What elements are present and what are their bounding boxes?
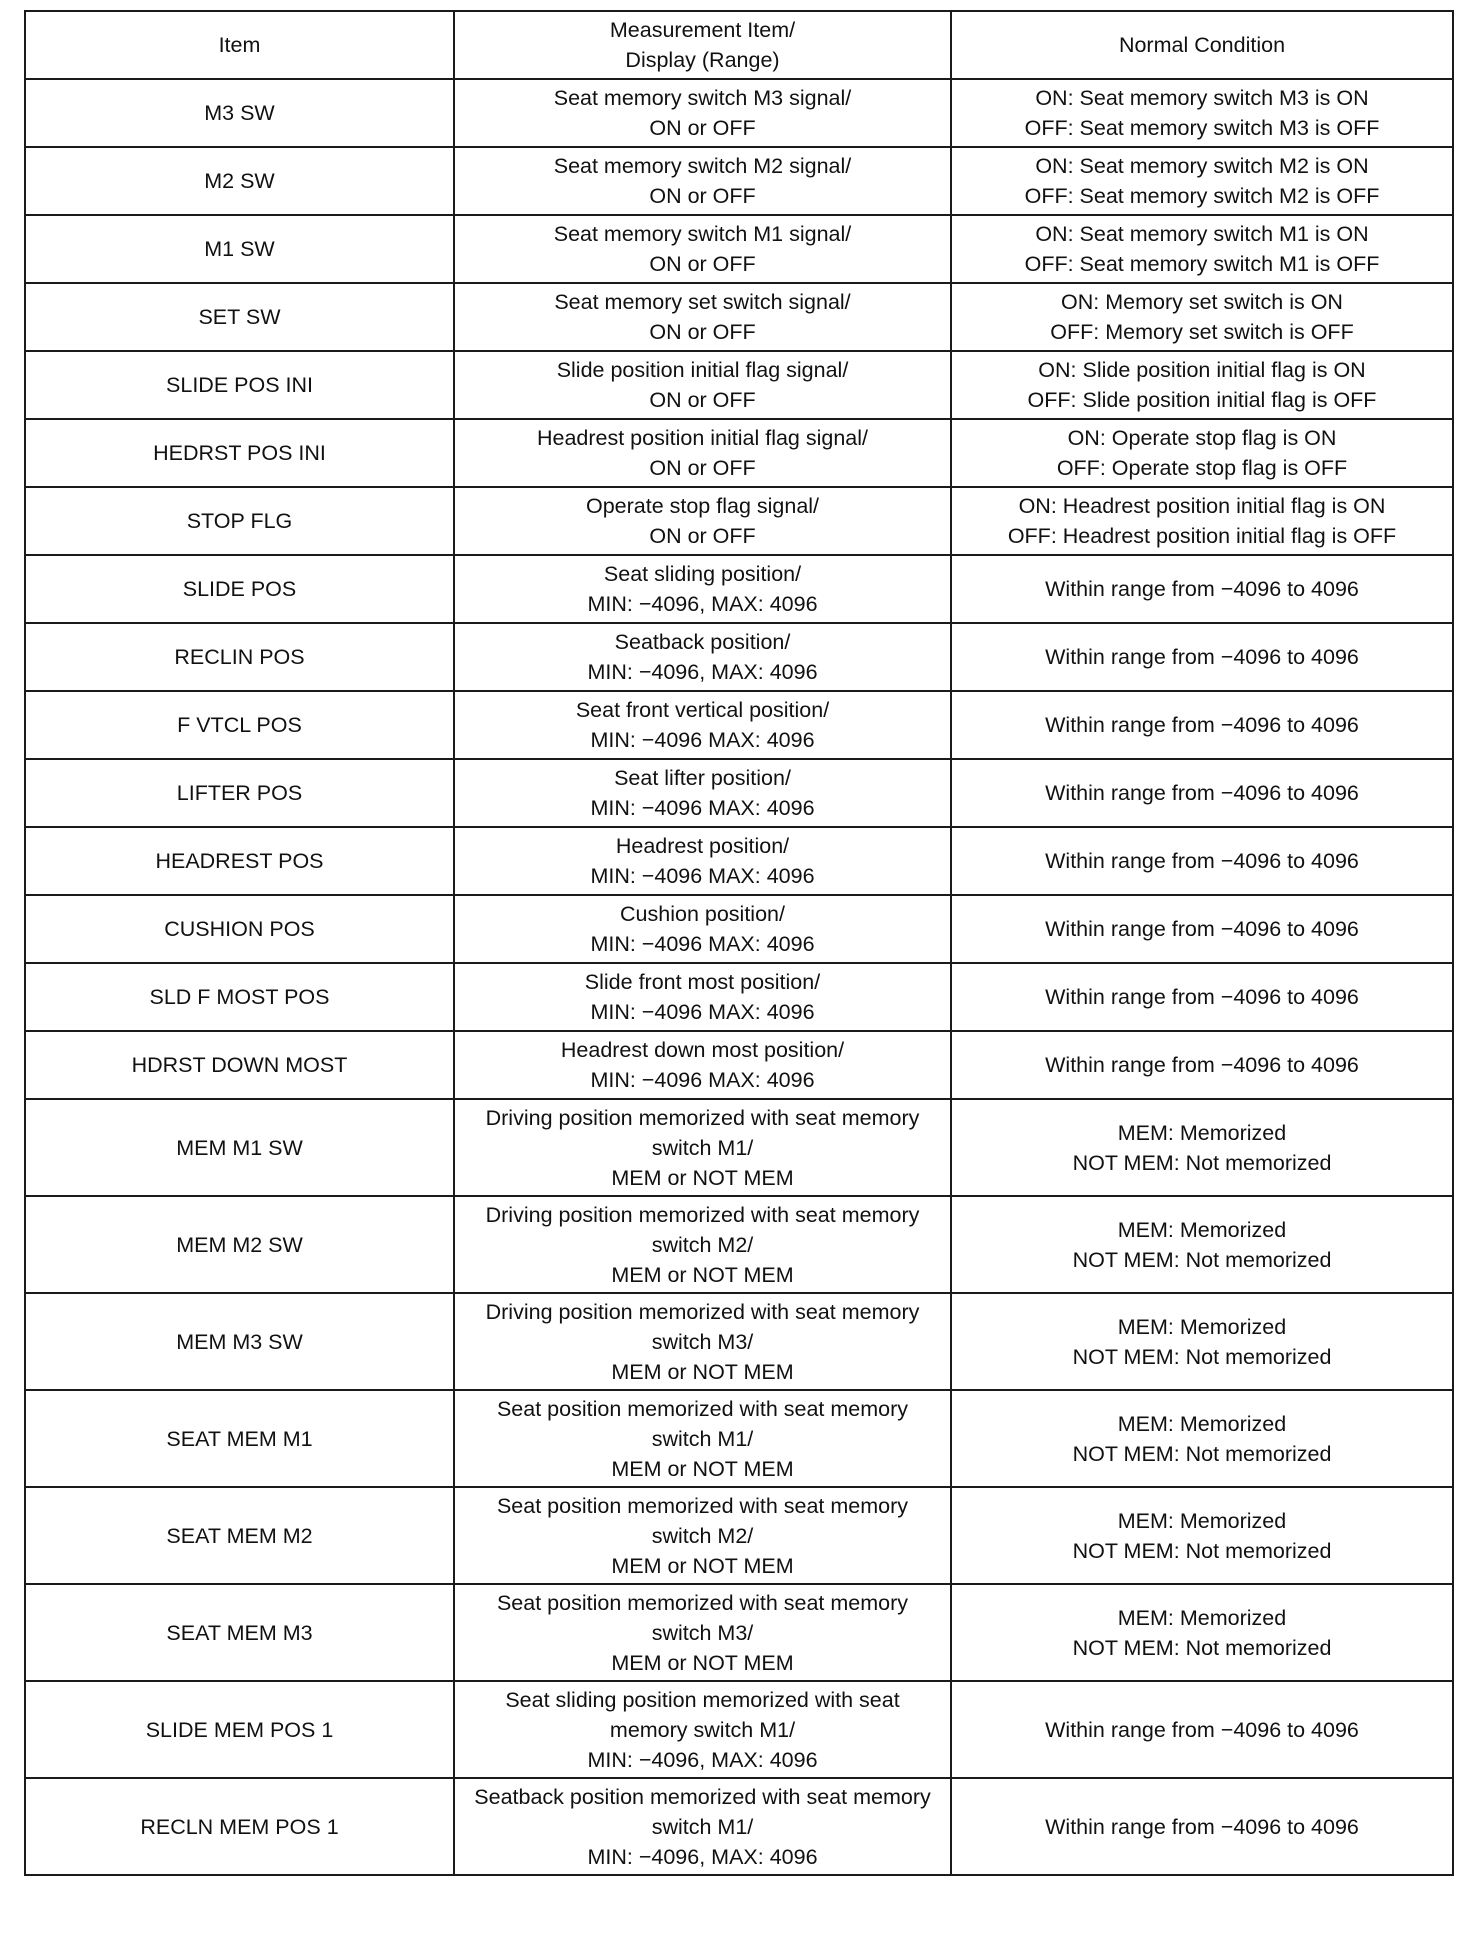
table-row [25, 283, 1453, 351]
item-cell: SLIDE MEM POS 1 [25, 1681, 454, 1778]
item-cell: HDRST DOWN MOST [25, 1031, 454, 1099]
table-row [25, 487, 1453, 555]
header-measurement: Measurement Item/ Display (Range) [454, 11, 951, 79]
measurement-cell: Driving position memorized with seat memory switch M3/ MEM or NOT MEM [454, 1293, 951, 1390]
item-cell: MEM M1 SW [25, 1099, 454, 1196]
item-cell: LIFTER POS [25, 759, 454, 827]
measurement-cell: Driving position memorized with seat memory switch M1/ MEM or NOT MEM [454, 1099, 951, 1196]
item-cell: F VTCL POS [25, 691, 454, 759]
item-cell: M3 SW [25, 79, 454, 147]
table-row [25, 1681, 1453, 1778]
header-item: Item [25, 11, 454, 79]
item-cell: MEM M2 SW [25, 1196, 454, 1293]
normal-condition-cell: MEM: Memorized NOT MEM: Not memorized [951, 1584, 1453, 1681]
item-cell: SLIDE POS [25, 555, 454, 623]
table-row [25, 147, 1453, 215]
normal-condition-cell: Within range from −4096 to 4096 [951, 1681, 1453, 1778]
table-row [25, 1778, 1453, 1875]
measurement-cell: Seat sliding position memorized with seat memory switch M1/ MIN: −4096, MAX: 4096 [454, 1681, 951, 1778]
measurement-cell: Seatback position/ MIN: −4096, MAX: 4096 [454, 623, 951, 691]
measurement-cell: Seat front vertical position/ MIN: −4096 MAX: 4096 [454, 691, 951, 759]
table-row [25, 691, 1453, 759]
header-normal-condition: Normal Condition [951, 11, 1453, 79]
table-row [25, 1390, 1453, 1487]
normal-condition-cell: Within range from −4096 to 4096 [951, 827, 1453, 895]
item-cell: M1 SW [25, 215, 454, 283]
item-cell: HEDRST POS INI [25, 419, 454, 487]
item-cell: RECLIN POS [25, 623, 454, 691]
normal-condition-cell: MEM: Memorized NOT MEM: Not memorized [951, 1196, 1453, 1293]
normal-condition-cell: MEM: Memorized NOT MEM: Not memorized [951, 1099, 1453, 1196]
normal-condition-cell: ON: Seat memory switch M1 is ON OFF: Seat memory switch M1 is OFF [951, 215, 1453, 283]
item-cell: STOP FLG [25, 487, 454, 555]
normal-condition-cell: Within range from −4096 to 4096 [951, 691, 1453, 759]
table-row [25, 1031, 1453, 1099]
normal-condition-cell: Within range from −4096 to 4096 [951, 759, 1453, 827]
table-row [25, 1487, 1453, 1584]
item-cell: CUSHION POS [25, 895, 454, 963]
normal-condition-cell: ON: Headrest position initial flag is ON OFF: Headrest position initial flag is OFF [951, 487, 1453, 555]
item-cell: SLIDE POS INI [25, 351, 454, 419]
table-body [25, 79, 1453, 1875]
table-header-row [25, 11, 1453, 79]
measurement-cell: Seat memory switch M3 signal/ ON or OFF [454, 79, 951, 147]
normal-condition-cell: MEM: Memorized NOT MEM: Not memorized [951, 1487, 1453, 1584]
normal-condition-cell: Within range from −4096 to 4096 [951, 1031, 1453, 1099]
measurement-cell: Seat sliding position/ MIN: −4096, MAX: 4096 [454, 555, 951, 623]
normal-condition-cell: Within range from −4096 to 4096 [951, 895, 1453, 963]
item-cell: SEAT MEM M1 [25, 1390, 454, 1487]
table-row [25, 759, 1453, 827]
normal-condition-cell: ON: Seat memory switch M3 is ON OFF: Seat memory switch M3 is OFF [951, 79, 1453, 147]
table-row [25, 419, 1453, 487]
measurement-cell: Headrest down most position/ MIN: −4096 MAX: 4096 [454, 1031, 951, 1099]
table-row [25, 623, 1453, 691]
item-cell: HEADREST POS [25, 827, 454, 895]
measurement-cell: Headrest position initial flag signal/ ON or OFF [454, 419, 951, 487]
normal-condition-cell: ON: Seat memory switch M2 is ON OFF: Seat memory switch M2 is OFF [951, 147, 1453, 215]
item-cell: SEAT MEM M2 [25, 1487, 454, 1584]
table-row [25, 555, 1453, 623]
item-cell: MEM M3 SW [25, 1293, 454, 1390]
measurement-cell: Seat memory switch M2 signal/ ON or OFF [454, 147, 951, 215]
item-cell: SLD F MOST POS [25, 963, 454, 1031]
normal-condition-cell: MEM: Memorized NOT MEM: Not memorized [951, 1293, 1453, 1390]
normal-condition-cell: ON: Memory set switch is ON OFF: Memory set switch is OFF [951, 283, 1453, 351]
measurement-cell: Slide position initial flag signal/ ON or OFF [454, 351, 951, 419]
measurement-cell: Seat memory set switch signal/ ON or OFF [454, 283, 951, 351]
normal-condition-cell: Within range from −4096 to 4096 [951, 963, 1453, 1031]
item-cell: SET SW [25, 283, 454, 351]
table-row [25, 79, 1453, 147]
table-row [25, 215, 1453, 283]
normal-condition-cell: ON: Slide position initial flag is ON OFF: Slide position initial flag is OFF [951, 351, 1453, 419]
table-row [25, 351, 1453, 419]
item-cell: SEAT MEM M3 [25, 1584, 454, 1681]
measurement-cell: Operate stop flag signal/ ON or OFF [454, 487, 951, 555]
item-cell: M2 SW [25, 147, 454, 215]
table-row [25, 1584, 1453, 1681]
item-cell: RECLN MEM POS 1 [25, 1778, 454, 1875]
table-row [25, 895, 1453, 963]
normal-condition-cell: ON: Operate stop flag is ON OFF: Operate stop flag is OFF [951, 419, 1453, 487]
normal-condition-cell: MEM: Memorized NOT MEM: Not memorized [951, 1390, 1453, 1487]
measurement-cell: Seat position memorized with seat memory switch M1/ MEM or NOT MEM [454, 1390, 951, 1487]
measurement-cell: Seat lifter position/ MIN: −4096 MAX: 4096 [454, 759, 951, 827]
table-row [25, 1196, 1453, 1293]
normal-condition-cell: Within range from −4096 to 4096 [951, 1778, 1453, 1875]
measurement-cell: Seatback position memorized with seat memory switch M1/ MIN: −4096, MAX: 4096 [454, 1778, 951, 1875]
normal-condition-cell: Within range from −4096 to 4096 [951, 623, 1453, 691]
normal-condition-cell: Within range from −4096 to 4096 [951, 555, 1453, 623]
table-row [25, 1293, 1453, 1390]
measurement-cell: Slide front most position/ MIN: −4096 MAX: 4096 [454, 963, 951, 1031]
measurement-cell: Cushion position/ MIN: −4096 MAX: 4096 [454, 895, 951, 963]
measurement-cell: Seat position memorized with seat memory switch M2/ MEM or NOT MEM [454, 1487, 951, 1584]
measurement-cell: Driving position memorized with seat memory switch M2/ MEM or NOT MEM [454, 1196, 951, 1293]
table-row [25, 827, 1453, 895]
measurement-cell: Seat position memorized with seat memory switch M3/ MEM or NOT MEM [454, 1584, 951, 1681]
measurement-cell: Seat memory switch M1 signal/ ON or OFF [454, 215, 951, 283]
data-monitor-table [24, 10, 1454, 1876]
table-row [25, 1099, 1453, 1196]
table-row [25, 963, 1453, 1031]
measurement-cell: Headrest position/ MIN: −4096 MAX: 4096 [454, 827, 951, 895]
